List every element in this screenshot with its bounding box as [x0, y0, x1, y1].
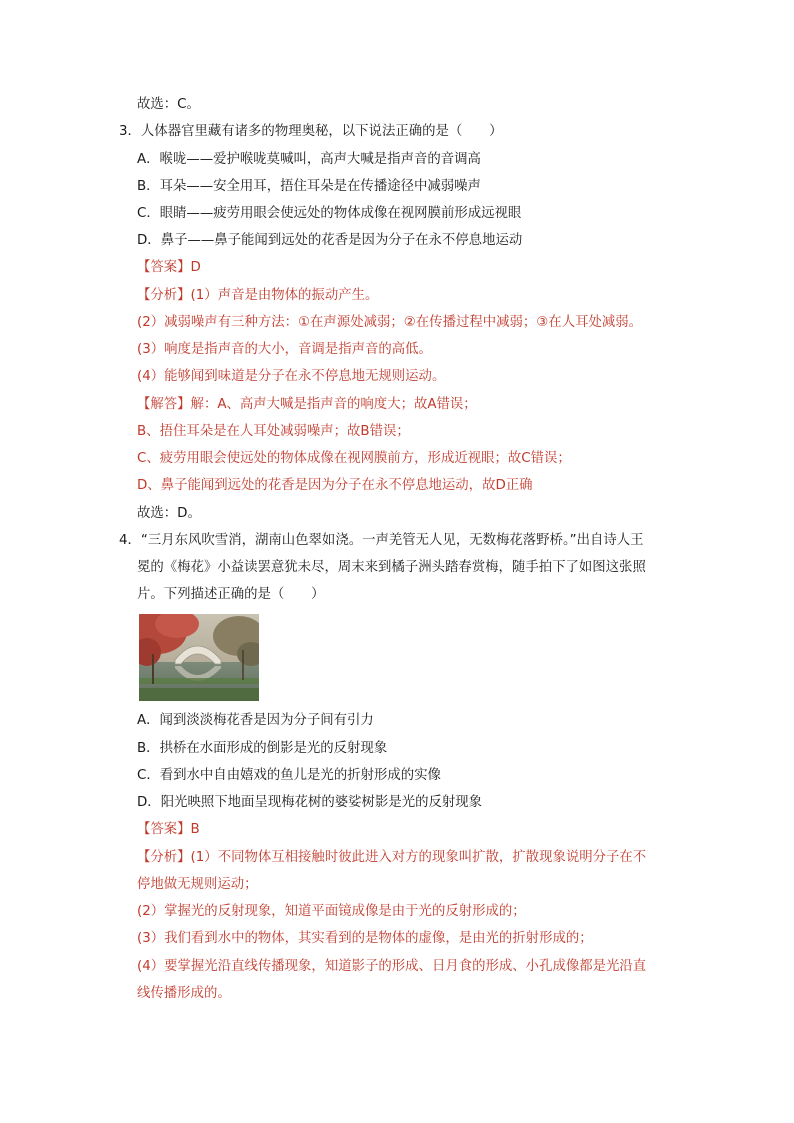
q4-analysis-1a: 【分析】(1）不同物体互相接触时彼此进入对方的现象叫扩散，扩散现象说明分子在不 [137, 850, 647, 865]
q4-analysis-2: (2）掌握光的反射现象，知道平面镜成像是由于光的反射形成的； [137, 904, 526, 919]
q3-conclusion: 故选：D。 [137, 506, 201, 521]
q3-analysis-1: 【分析】(1）声音是由物体的振动产生。 [137, 288, 379, 303]
q3-analysis-2: (2）减弱噪声有三种方法：①在声源处减弱；②在传播过程中减弱；③在人耳处减弱。 [137, 315, 643, 330]
q3-stem: 3．人体器官里藏有诸多的物理奥秘，以下说法正确的是（ ） [119, 124, 503, 139]
q3-solution-2: B、捂住耳朵是在人耳处减弱噪声；故B错误； [137, 424, 410, 439]
q4-answer: 【答案】B [137, 822, 200, 837]
q2-conclusion: 故选：C。 [137, 97, 200, 112]
q4-option-b: B．拱桥在水面形成的倒影是光的反射现象 [137, 741, 388, 756]
q3-solution-4: D、鼻子能闻到远处的花香是因为分子在永不停息地运动，故D正确 [137, 478, 533, 493]
q3-option-c: C．眼睛——疲劳用眼会使远处的物体成像在视网膜前形成远视眼 [137, 206, 522, 221]
plum-blossom-bridge-photo [139, 614, 259, 701]
q4-analysis-4b: 线传播形成的。 [137, 986, 231, 1001]
q3-option-a: A．喉咙——爱护喉咙莫喊叫，高声大喊是指声音的音调高 [137, 152, 481, 167]
q4-option-a: A．闻到淡淡梅花香是因为分子间有引力 [137, 713, 374, 728]
q4-stem-1: 4．“三月东风吹雪消，湖南山色翠如浇。一声羌管无人见，无数梅花落野桥。”出自诗人王 [119, 533, 644, 548]
q3-analysis-4: (4）能够闻到味道是分子在永不停息地无规则运动。 [137, 369, 446, 384]
q3-solution-3: C、疲劳用眼会使远处的物体成像在视网膜前方，形成近视眼；故C错误； [137, 451, 571, 466]
q3-answer: 【答案】D [137, 260, 201, 275]
q4-stem-3: 片。下列描述正确的是（ ） [137, 587, 325, 602]
q3-option-d: D．鼻子——鼻子能闻到远处的花香是因为分子在永不停息地运动 [137, 233, 523, 248]
q3-option-b: B．耳朵——安全用耳，捂住耳朵是在传播途径中减弱噪声 [137, 179, 481, 194]
q4-stem-2: 冕的《梅花》小益读罢意犹未尽，周末来到橘子洲头踏春赏梅，随手拍下了如图这张照 [137, 560, 646, 575]
q4-analysis-4a: (4）要掌握光沿直线传播现象，知道影子的形成、日月食的形成、小孔成像都是光沿直 [137, 959, 647, 974]
q4-analysis-3: (3）我们看到水中的物体，其实看到的是物体的虚像，是由光的折射形成的； [137, 931, 593, 946]
q4-option-d: D．阳光映照下地面呈现梅花树的婆娑树影是光的反射现象 [137, 795, 483, 810]
q3-analysis-3: (3）响度是指声音的大小，音调是指声音的高低。 [137, 342, 432, 357]
q4-analysis-1b: 停地做无规则运动； [137, 877, 258, 892]
q4-option-c: C．看到水中自由嬉戏的鱼儿是光的折射形成的实像 [137, 768, 441, 783]
q3-solution-1: 【解答】解：A、高声大喊是指声音的响度大；故A错误； [137, 397, 477, 412]
